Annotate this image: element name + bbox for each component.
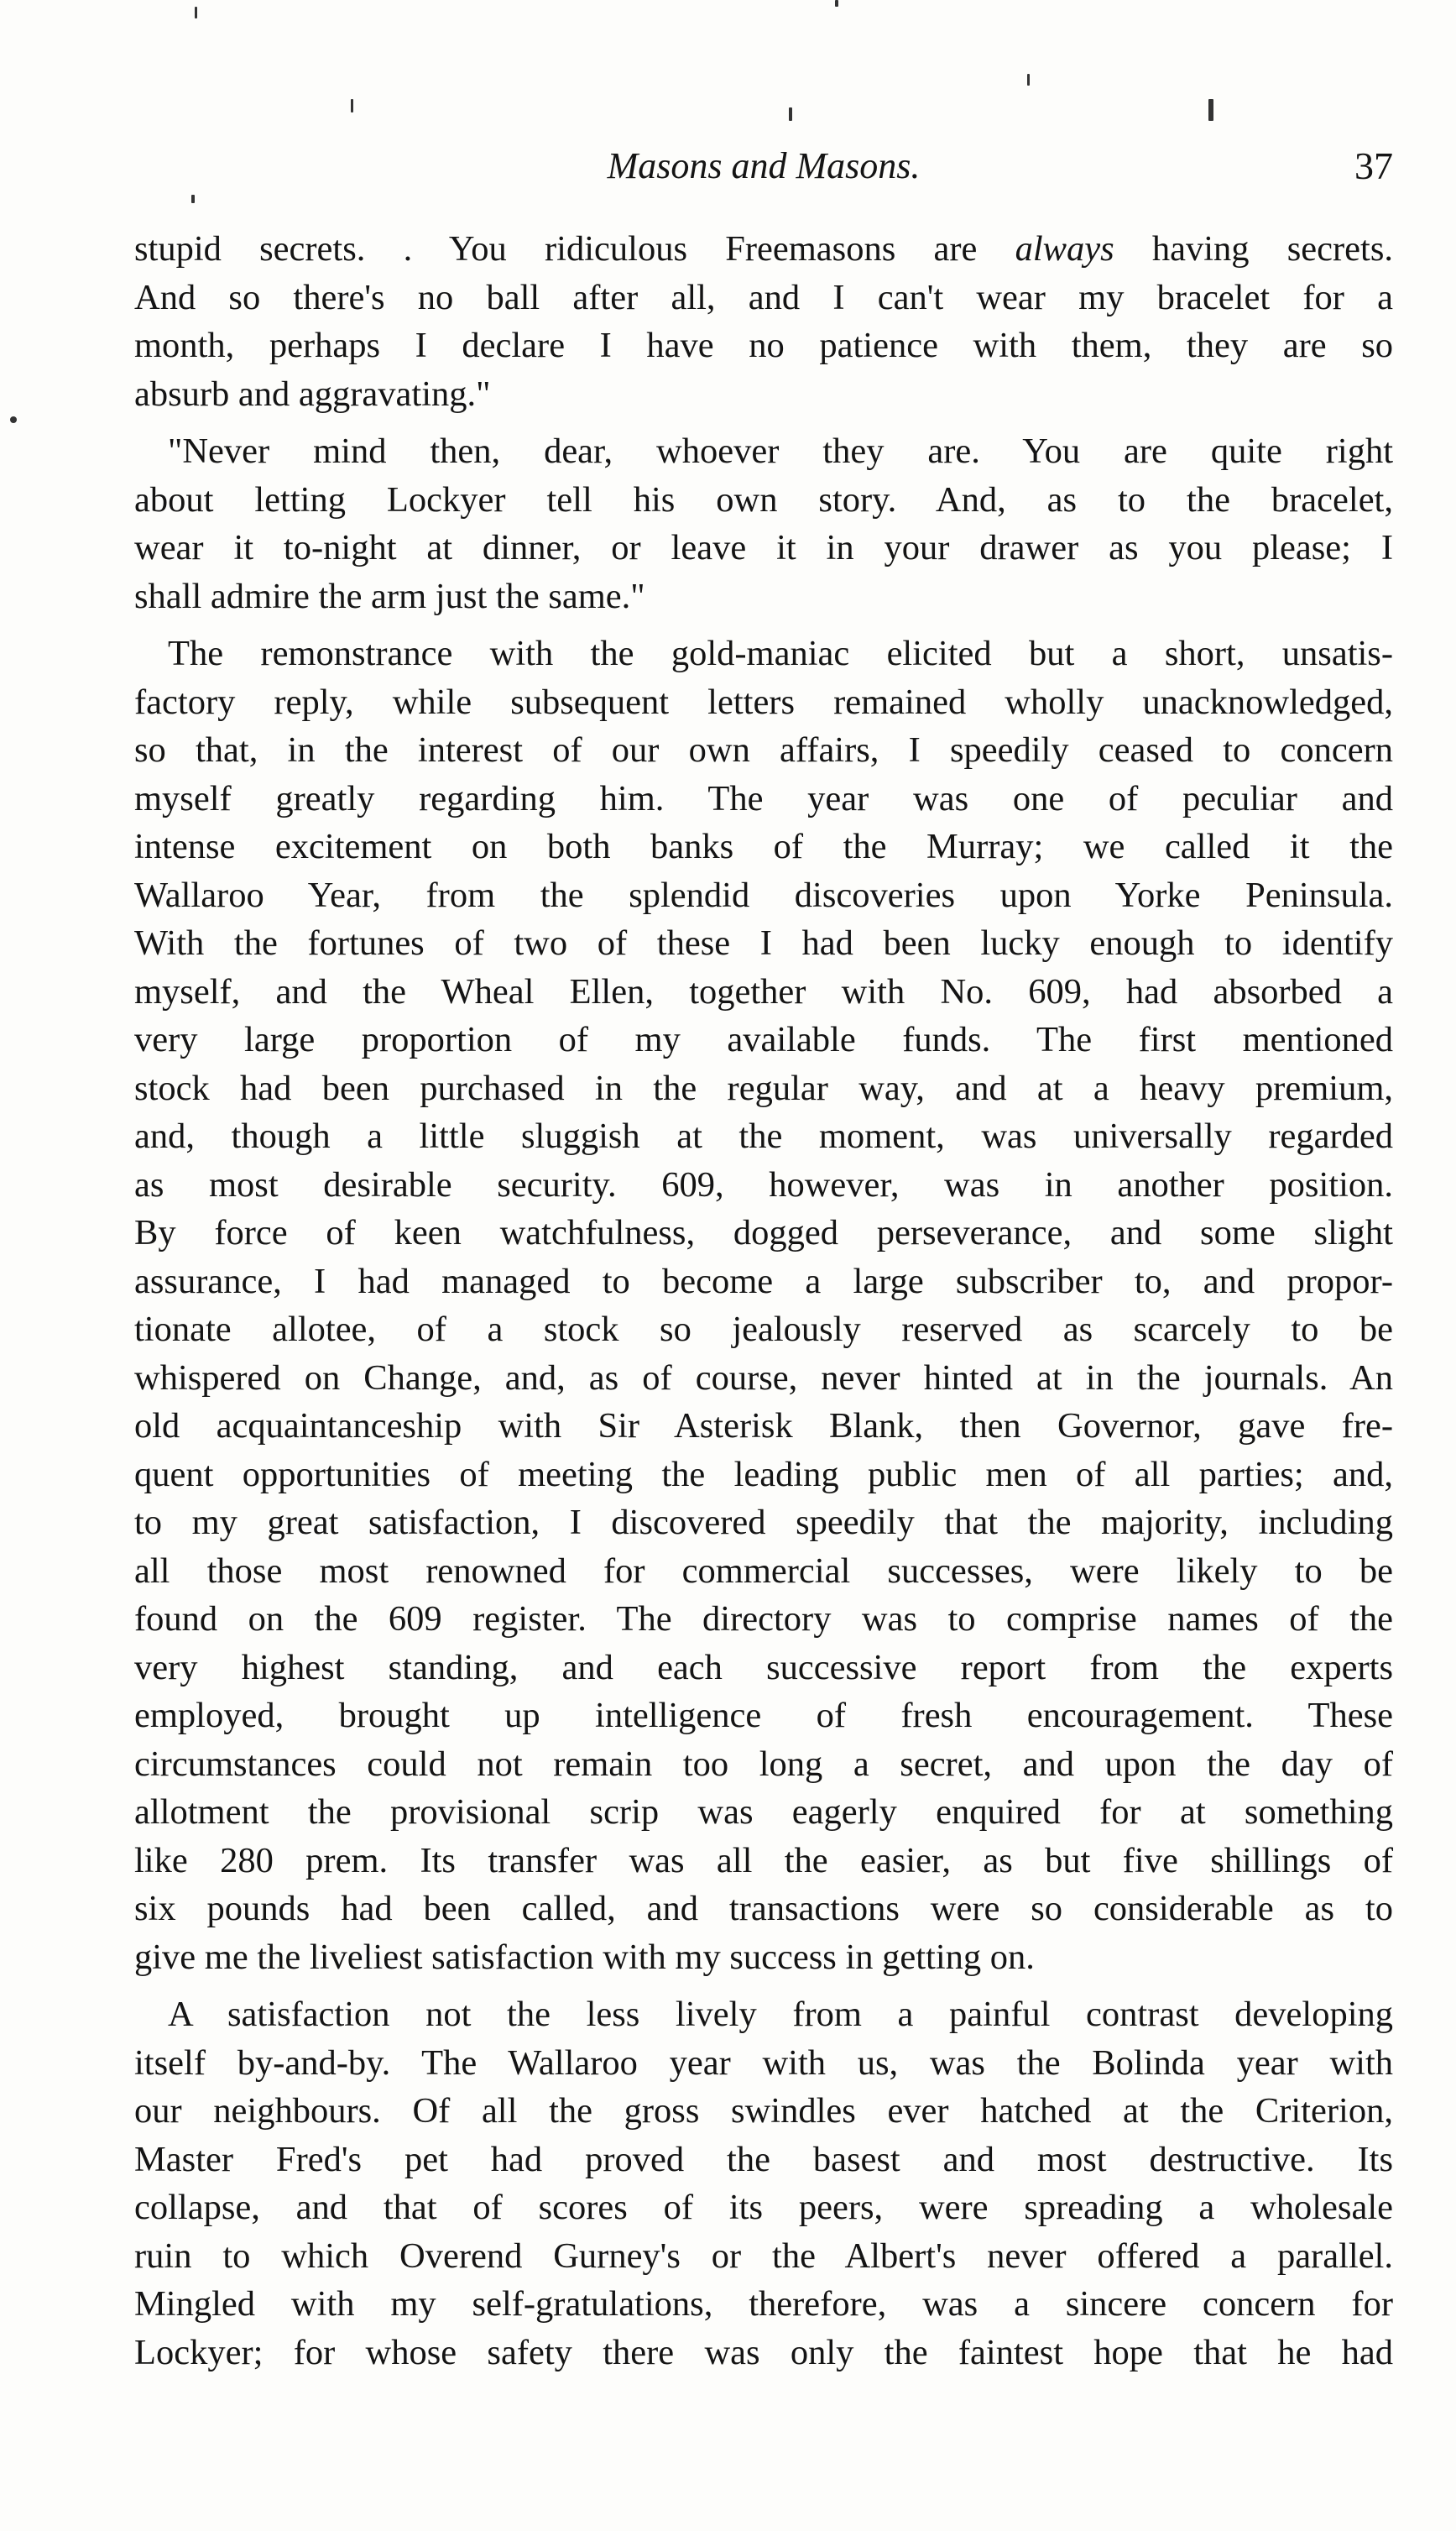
scan-speck xyxy=(195,7,197,18)
text-line: itself by-and-by. The Wallaroo year with us, was the Bolinda year with xyxy=(134,2042,1393,2083)
text-line: old acquaintanceship with Sir Asterisk Blank, then Governor, gave fre- xyxy=(134,1406,1393,1446)
text-line: Lockyer; for whose safety there was only the faintest hope that he had xyxy=(134,2332,1393,2372)
text-line: stock had been purchased in the regular way, and at a heavy premium, xyxy=(134,1068,1393,1108)
text-line: month, perhaps I declare I have no patience with them, they are so xyxy=(134,326,1393,365)
text-line: quent opportunities of meeting the leading public men of all parties; and, xyxy=(134,1454,1393,1494)
text-line: intense excitement on both banks of the Murray; we called it the xyxy=(134,827,1393,866)
text-line: allotment the provisional scrip was eagerly enquired for at something xyxy=(134,1792,1393,1832)
text-line: like 280 prem. Its transfer was all the easier, as but five shillings of xyxy=(134,1840,1393,1880)
text-line: shall admire the arm just the same." xyxy=(134,576,645,616)
text-line: And so there's no ball after all, and I can't wear my bracelet for a xyxy=(134,277,1393,317)
text-line: stupid secrets. . You ridiculous Freemasons are always having secrets. xyxy=(134,229,1393,269)
text-line: With the fortunes of two of these I had been lucky enough to identify xyxy=(134,923,1393,963)
text-line: The remonstrance with the gold-maniac elicited but a short, unsatis- xyxy=(168,634,1393,673)
text-line: circumstances could not remain too long a secret, and upon the day of xyxy=(134,1744,1393,1784)
text-line: Wallaroo Year, from the splendid discoveries upon Yorke Peninsula. xyxy=(134,875,1393,915)
text-line: Master Fred's pet had proved the basest and most destructive. Its xyxy=(134,2139,1393,2179)
running-title: Masons and Masons. xyxy=(607,145,921,186)
text-line: as most desirable security. 609, however, was in another position. xyxy=(134,1164,1393,1205)
text-line: whispered on Change, and, as of course, never hinted at in the journals. An xyxy=(134,1357,1393,1398)
scan-speck xyxy=(1027,74,1030,86)
text-line: six pounds had been called, and transactions were so considerable as to xyxy=(134,1889,1393,1928)
body-text xyxy=(134,225,1393,2377)
text-line: very highest standing, and each successive report from the experts xyxy=(134,1647,1393,1687)
text-line: By force of keen watchfulness, dogged perseverance, and some slight xyxy=(134,1213,1393,1252)
paragraph xyxy=(134,1990,1393,2377)
scan-speck xyxy=(351,99,353,112)
text-line: assurance, I had managed to become a large subscriber to, and propor- xyxy=(134,1261,1393,1301)
text-line: and, though a little sluggish at the moment, was universally regarded xyxy=(134,1116,1393,1156)
text-line: Mingled with my self-gratulations, therefore, was a sincere concern for xyxy=(134,2284,1393,2324)
paragraph xyxy=(134,427,1393,620)
text-line: myself, and the Wheal Ellen, together with No. 609, had absorbed a xyxy=(134,971,1393,1012)
page-header xyxy=(134,141,1393,200)
paragraph xyxy=(134,630,1393,1981)
text-line: so that, in the interest of our own affairs, I speedily ceased to concern xyxy=(134,730,1393,770)
text-line: about letting Lockyer tell his own story. And, as to the bracelet, xyxy=(134,479,1393,520)
scan-speck xyxy=(835,0,838,7)
text-line: found on the 609 register. The directory was to comprise names of the xyxy=(134,1599,1393,1639)
text-line: tionate allotee, of a stock so jealously reserved as scarcely to be xyxy=(134,1310,1393,1349)
paragraph xyxy=(134,225,1393,418)
scan-speck xyxy=(789,107,792,121)
scan-speck xyxy=(10,416,17,423)
text-line: myself greatly regarding him. The year was one of peculiar and xyxy=(134,778,1393,818)
text-line: A satisfaction not the less lively from a painful contrast developing xyxy=(168,1995,1393,2034)
text-line: very large proportion of my available funds. The first mentioned xyxy=(134,1020,1393,1059)
page-number: 37 xyxy=(1354,144,1393,187)
text-line: collapse, and that of scores of its peers, were spreading a wholesale xyxy=(134,2188,1393,2227)
text-line: employed, brought up intelligence of fresh encouragement. These xyxy=(134,1696,1393,1735)
text-line: give me the liveliest satisfaction with my success in getting on. xyxy=(134,1937,1035,1977)
text-line: to my great satisfaction, I discovered speedily that the majority, including xyxy=(134,1503,1393,1542)
scan-speck xyxy=(1208,99,1213,121)
text-line: all those most renowned for commercial successes, were likely to be xyxy=(134,1550,1393,1591)
text-line: factory reply, while subsequent letters remained wholly unacknowledged, xyxy=(134,682,1393,722)
text-line: wear it to-night at dinner, or leave it in your drawer as you please; I xyxy=(134,528,1393,567)
text-line: "Never mind then, dear, whoever they are. You are quite right xyxy=(168,431,1393,471)
text-line: our neighbours. Of all the gross swindles ever hatched at the Criterion, xyxy=(134,2091,1393,2131)
text-line: ruin to which Overend Gurney's or the Albert's never offered a parallel. xyxy=(134,2236,1393,2276)
text-line: absurb and aggravating." xyxy=(134,374,491,414)
